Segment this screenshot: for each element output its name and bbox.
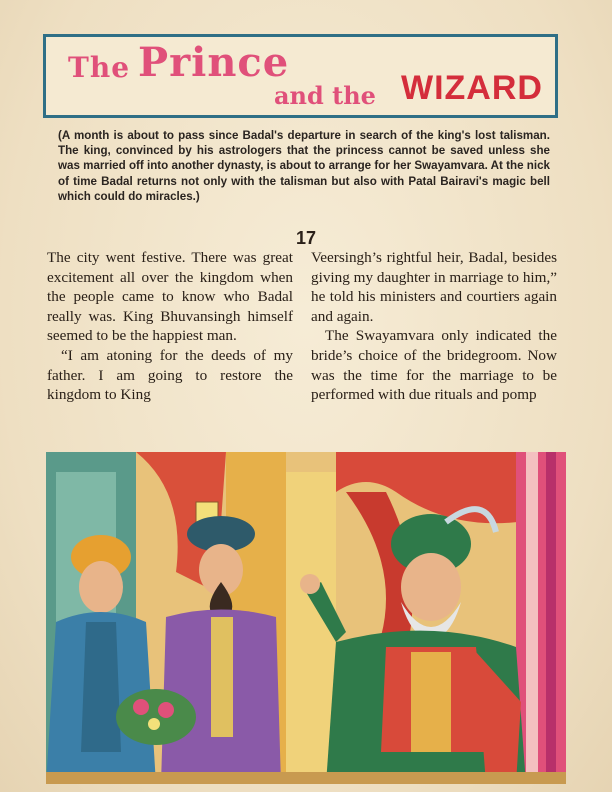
right-paragraph-1: Veersingh’s rightful heir, Badal, besides giving my daughter in marriage to him,” he told his ministers and courtiers again and again. — [311, 249, 557, 325]
title-banner — [43, 34, 558, 118]
title-the: The — [68, 51, 131, 84]
left-paragraph-2: “I am atoning for the deeds of my father. I am going to restore the kingdom to King — [47, 346, 293, 404]
title-and-the: and the — [274, 81, 376, 110]
story-synopsis: (A month is about to pass since Badal's departure in search of the king's lost talisman. The king, convinced by his astrologers that the princess cannot be saved unless she was married off into another dynasty, is about to arrange for her Swayamvara. At the nick of time Badal returns not only with the talisman but also with Patal Bairavi's magic bell which could do miracles.) — [58, 129, 550, 203]
left-paragraph-1: The city went festive. There was great excitement all over the kingdom when the people came to know who Badal really was. King Bhuvansingh himself seemed to be the happiest man. — [47, 249, 293, 345]
chapter-number: 17 — [295, 228, 317, 248]
left-column — [47, 248, 293, 405]
title-wizard: WIZARD — [401, 69, 543, 107]
title-prince: Prince — [138, 39, 290, 86]
right-column — [311, 248, 557, 405]
right-paragraph-2: The Swayamvara only indicated the bride’s choice of the bridegroom. Now was the time for the marriage to be performed with due rituals and pomp — [311, 327, 557, 404]
story-illustration — [46, 452, 566, 784]
